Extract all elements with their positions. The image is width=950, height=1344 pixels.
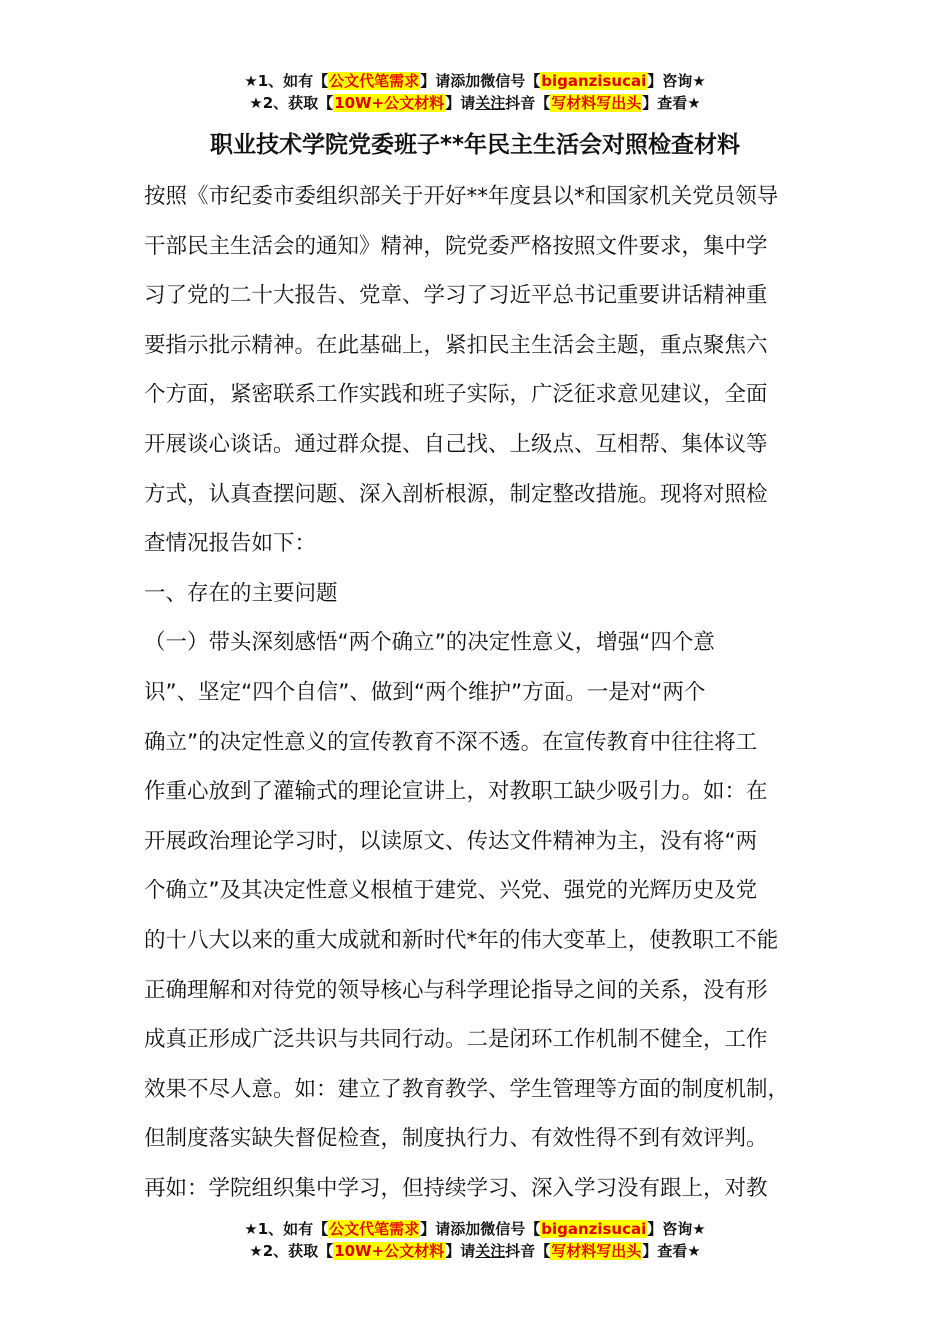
promo-highlight: 10W+公文材料 <box>334 1242 445 1260</box>
promo-text: 】请添加微信号【 <box>420 1220 541 1238</box>
body-line: 效果不尽人意。如：建立了教育教学、学生管理等方面的制度机制， <box>144 1076 790 1102</box>
body-line: 作重心放到了灌输式的理论宣讲上，对教职工缺少吸引力。如：在 <box>144 779 768 805</box>
wechat-id-highlight: biganzisucai <box>541 1220 647 1238</box>
promo-line-2 <box>0 92 950 114</box>
body-line: 的十八大以来的重大成就和新时代*年的伟大变革上，使教职工不能 <box>144 927 779 953</box>
body-line: 个方面，紧密联系工作实践和班子实际，广泛征求意见建议，全面 <box>144 382 768 408</box>
section-heading: 一、存在的主要问题 <box>144 580 338 606</box>
body-line: 个确立”及其决定性意义根植于建党、兴党、强党的光辉历史及党 <box>144 878 758 904</box>
body-line: 按照《市纪委市委组织部关于开好**年度县以*和国家机关党员领导 <box>144 184 779 209</box>
body-line: 正确理解和对待党的领导核心与科学理论指导之间的关系，没有形 <box>144 977 768 1003</box>
promo-line-1 <box>0 1218 950 1240</box>
body-line: （一）带头深刻感悟“两个确立”的决定性意义，增强“四个意 <box>144 630 715 656</box>
promo-highlight: 写材料写出头 <box>551 1242 642 1260</box>
body-line: 习了党的二十大报告、党章、学习了习近平总书记重要讲话精神重 <box>144 283 768 309</box>
promo-banner-top <box>0 70 950 114</box>
body-line: 成真正形成广泛共识与共同行动。二是闭环工作机制不健全，工作 <box>144 1027 768 1053</box>
body-line: 再如：学院组织集中学习，但持续学习、深入学习没有跟上，对教 <box>144 1175 768 1201</box>
body-line: 开展政治理论学习时，以读原文、传达文件精神为主，没有将“两 <box>144 828 758 854</box>
promo-text: 】请添加微信号【 <box>420 72 541 90</box>
document-body <box>144 172 820 1213</box>
promo-banner-bottom <box>0 1218 950 1262</box>
promo-text: 】请 <box>445 94 476 112</box>
wechat-id-highlight: biganzisucai <box>541 72 647 90</box>
promo-underlined-text: 关注 <box>475 94 506 112</box>
promo-text: ★1、如有【 <box>244 72 329 90</box>
promo-line-2 <box>0 1240 950 1262</box>
body-line: 干部民主生活会的通知》精神，院党委严格按照文件要求，集中学 <box>144 233 768 259</box>
promo-underlined-text: 关注 <box>475 1242 506 1260</box>
promo-highlight: 公文代笔需求 <box>329 72 420 90</box>
body-line: 识”、坚定“四个自信”、做到“两个维护”方面。一是对“两个 <box>144 679 706 705</box>
promo-highlight: 公文代笔需求 <box>329 1220 420 1238</box>
body-line: 要指示批示精神。在此基础上，紧扣民主生活会主题，重点聚焦六 <box>144 332 768 358</box>
promo-text: ★2、获取【 <box>249 94 334 112</box>
body-line: 方式，认真查摆问题、深入剖析根源，制定整改措施。现将对照检 <box>144 481 768 507</box>
promo-line-1 <box>0 70 950 92</box>
promo-text: 抖音【 <box>505 1242 551 1260</box>
promo-text: 】请 <box>445 1242 476 1260</box>
body-line: 开展谈心谈话。通过群众提、自己找、上级点、互相帮、集体议等 <box>144 431 768 457</box>
body-line: 确立”的决定性意义的宣传教育不深不透。在宣传教育中往往将工 <box>144 729 758 755</box>
promo-text: 】查看★ <box>642 94 701 112</box>
promo-text: 抖音【 <box>505 94 551 112</box>
body-line: 但制度落实缺失督促检查，制度执行力、有效性得不到有效评判。 <box>144 1126 768 1152</box>
promo-text: 】咨询★ <box>647 72 706 90</box>
promo-highlight: 10W+公文材料 <box>334 94 445 112</box>
promo-text: ★2、获取【 <box>249 1242 334 1260</box>
promo-text: 】查看★ <box>642 1242 701 1260</box>
promo-text: ★1、如有【 <box>244 1220 329 1238</box>
body-line: 查情况报告如下： <box>144 531 317 557</box>
document-title: 职业技术学院党委班子**年民主生活会对照检查材料 <box>209 132 741 158</box>
promo-highlight: 写材料写出头 <box>551 94 642 112</box>
promo-text: 】咨询★ <box>647 1220 706 1238</box>
